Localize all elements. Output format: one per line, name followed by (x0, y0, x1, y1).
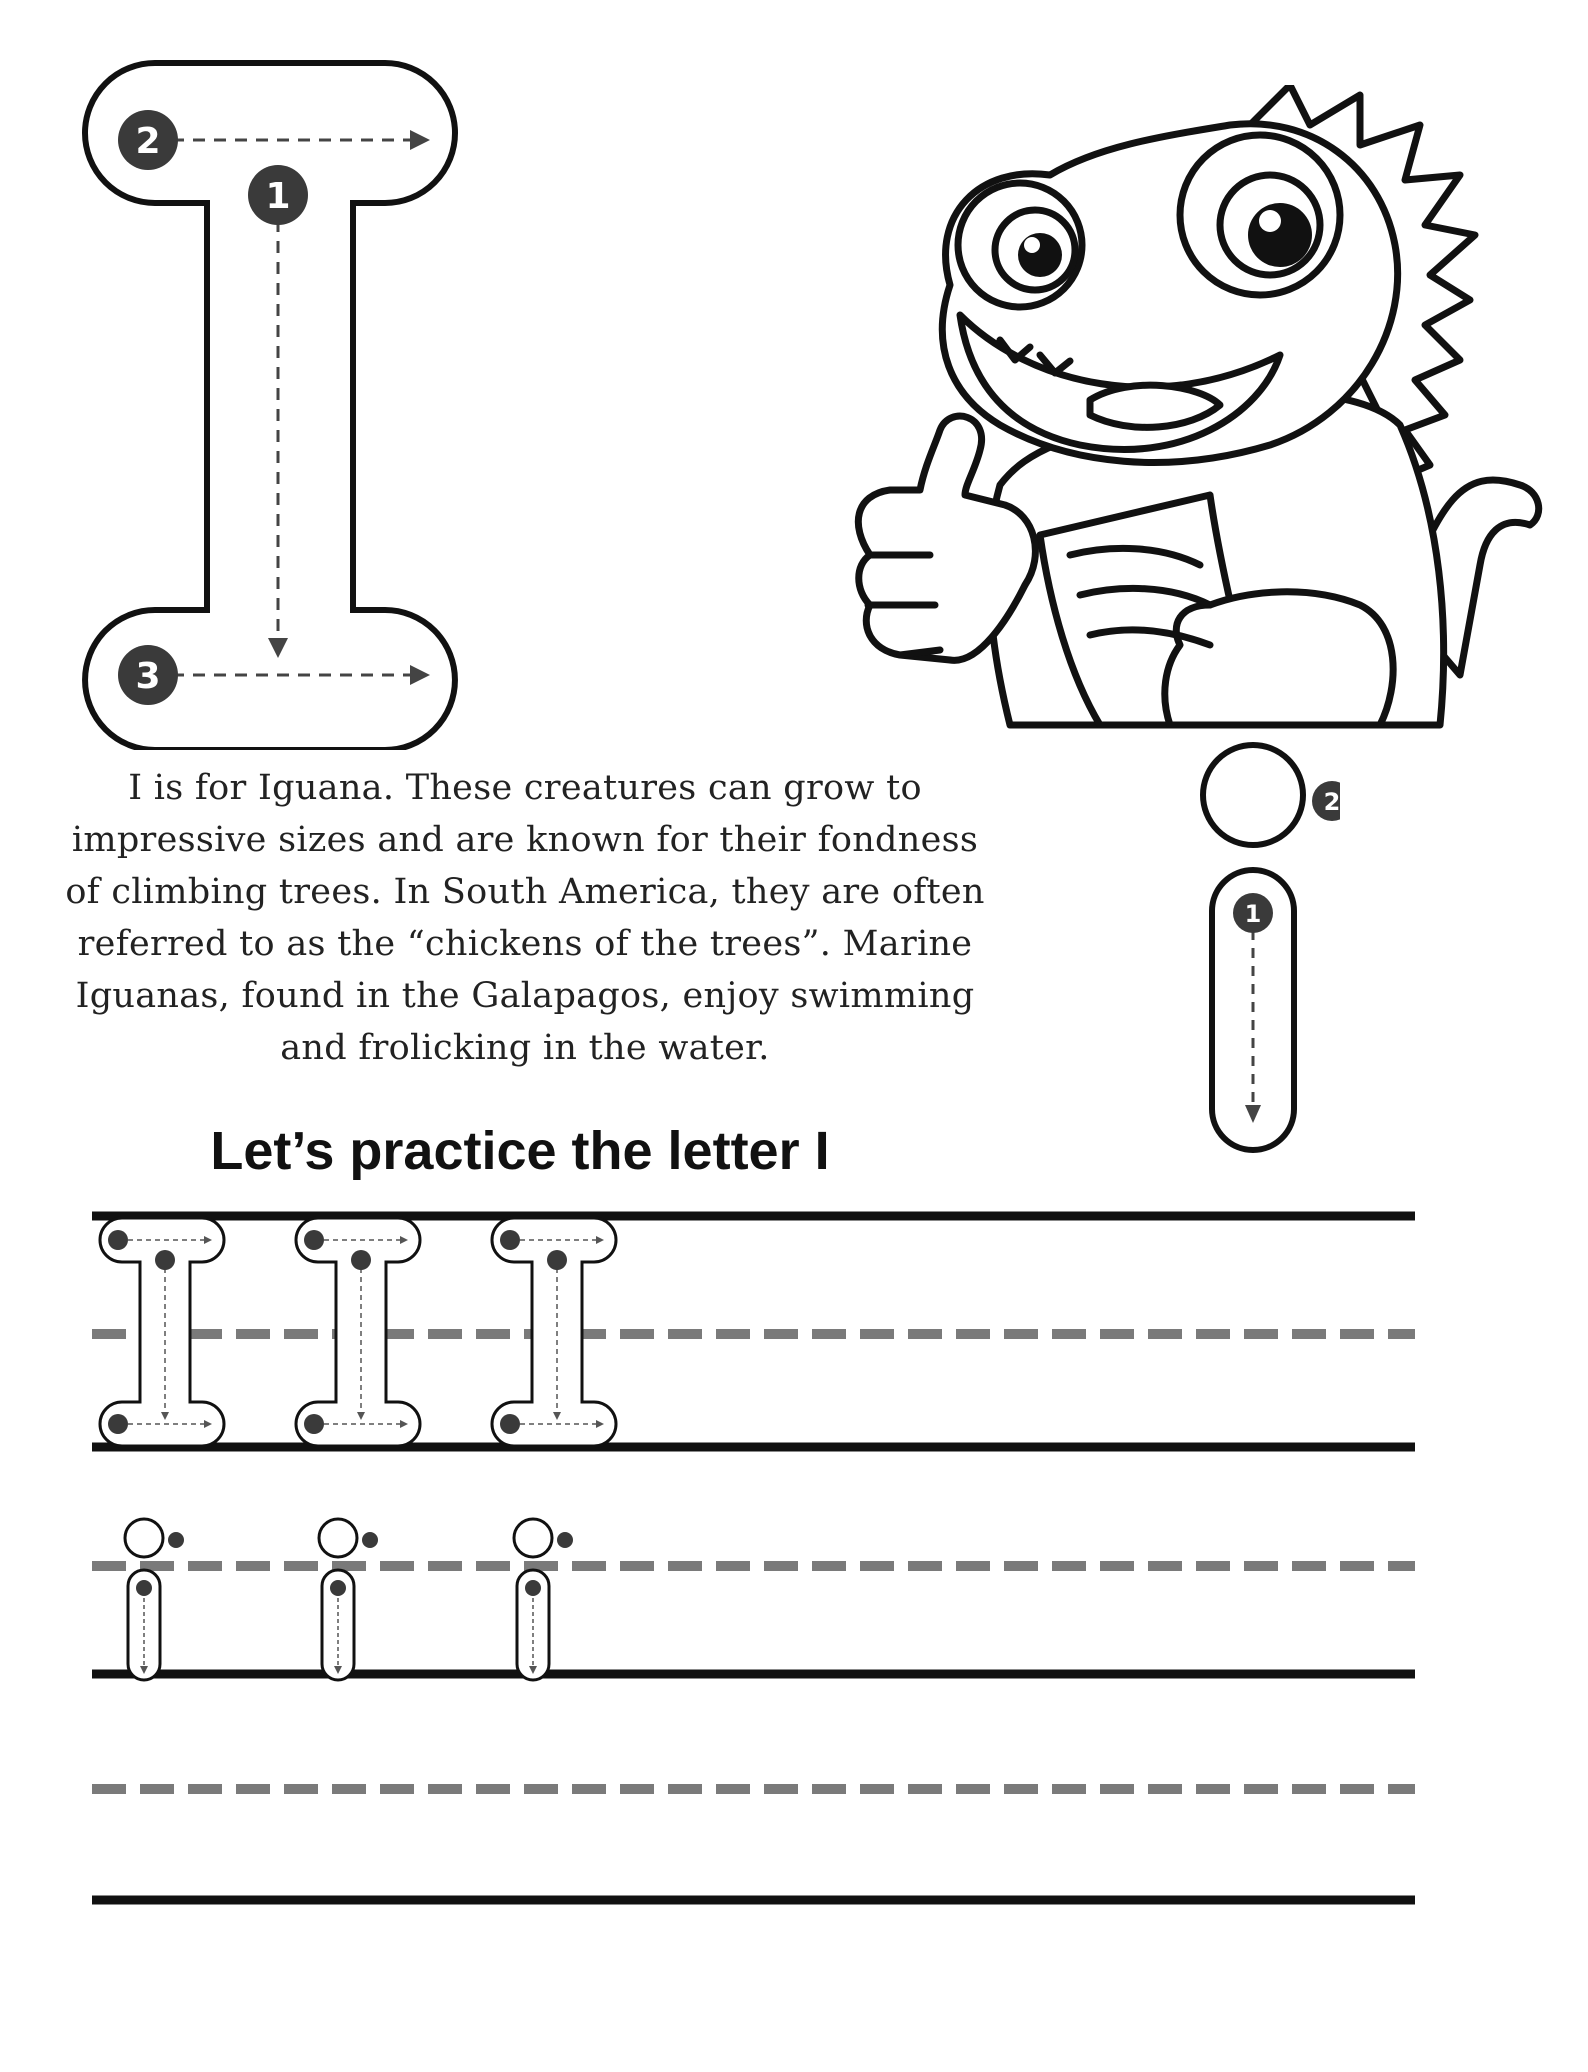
practice-title: Let’s practice the letter I (210, 1121, 830, 1181)
trace-lowercase-i[interactable] (319, 1519, 378, 1680)
svg-text:2: 2 (135, 121, 161, 162)
svg-text:1: 1 (265, 176, 291, 217)
svg-text:1: 1 (1244, 900, 1262, 928)
iguana-description: I is for Iguana. These creatures can grow to impressive sizes and are known for their fondness of climbing trees. In South America, they are often referred to as the “chickens of the trees”. Marine Iguanas, found in the Galapagos, enjoy swimming and frolicking in the water. (65, 768, 985, 1068)
trace-lowercase-i[interactable] (514, 1519, 573, 1680)
trace-lowercase-i[interactable] (125, 1519, 184, 1680)
svg-text:2: 2 (1323, 788, 1340, 816)
svg-text:3: 3 (135, 656, 161, 697)
